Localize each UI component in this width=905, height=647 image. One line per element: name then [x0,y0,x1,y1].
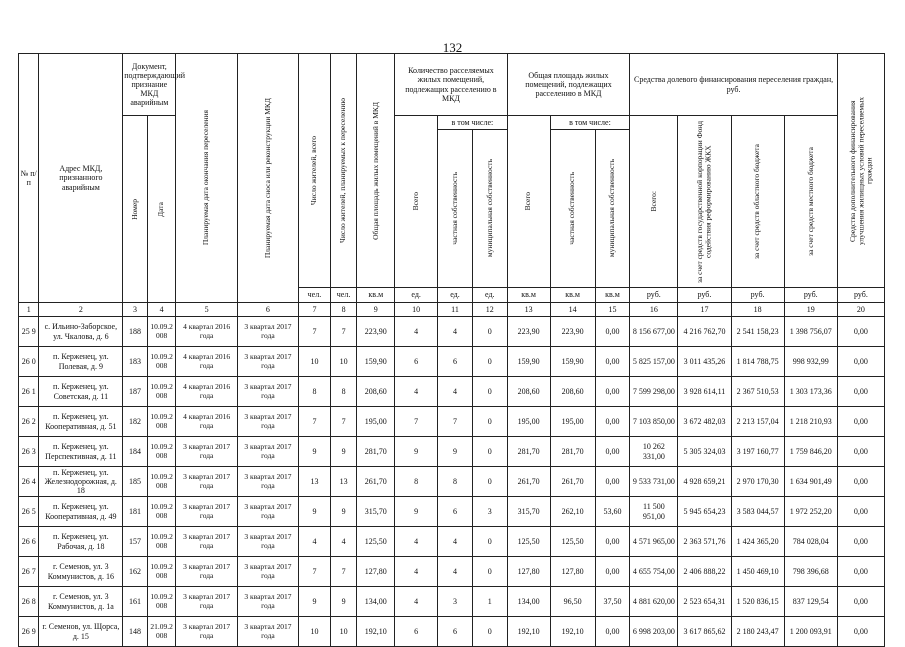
column-number-cell: 19 [784,303,837,317]
unit-cell: руб. [731,288,784,303]
cell-c14: 96,50 [550,587,595,617]
cell-c9: 315,70 [357,497,395,527]
cell-c19: 1 200 093,91 [784,617,837,647]
cell-c14: 262,10 [550,497,595,527]
cell-date: 10.09.2 008 [147,587,176,617]
cell-c20: 0,00 [837,467,884,497]
table-row [19,467,885,497]
cell-c15: 37,50 [595,587,630,617]
cell-c16: 5 825 157,00 [630,347,678,377]
cell-c13: 134,00 [507,587,550,617]
cell-c18: 3 197 160,77 [731,437,784,467]
cell-date: 21.09.2 008 [147,617,176,647]
cell-num: 188 [123,317,148,347]
cell-c18: 2 367 510,53 [731,377,784,407]
cell-c17: 3 928 614,11 [678,377,731,407]
header-no: № п/п [19,54,39,303]
cell-demo: 3 квартал 2017 года [237,527,298,557]
cell-c7: 7 [299,557,331,587]
cell-c11: 3 [438,587,473,617]
cell-c8: 7 [330,557,357,587]
cell-c12: 0 [472,557,507,587]
cell-c7: 9 [299,587,331,617]
cell-end: 3 квартал 2017 года [176,527,237,557]
cell-c7: 8 [299,377,331,407]
cell-c11: 6 [438,617,473,647]
cell-c17: 2 523 654,31 [678,587,731,617]
header-fund: за счет средств государственной корпорации Фонд содействия реформированию ЖКХ [678,116,731,288]
header-rooms-in-that: в том числе: [438,116,508,130]
cell-c11: 6 [438,497,473,527]
table-row [19,557,885,587]
cell-c19: 837 129,54 [784,587,837,617]
cell-c19: 1 218 210,93 [784,407,837,437]
cell-num: 182 [123,407,148,437]
cell-c16: 4 881 620,00 [630,587,678,617]
cell-c11: 7 [438,407,473,437]
cell-c7: 9 [299,497,331,527]
cell-c10: 4 [395,557,438,587]
cell-c9: 134,00 [357,587,395,617]
column-number-cell: 14 [550,303,595,317]
table-row [19,527,885,557]
cell-c17: 2 363 571,76 [678,527,731,557]
cell-c9: 281,70 [357,437,395,467]
cell-c9: 192,10 [357,617,395,647]
cell-c8: 9 [330,497,357,527]
cell-date: 10.09.2 008 [147,527,176,557]
cell-c18: 1 424 365,20 [731,527,784,557]
cell-c18: 2 970 170,30 [731,467,784,497]
cell-c15: 0,00 [595,407,630,437]
cell-c12: 1 [472,587,507,617]
header-doc-number: Номер [123,116,148,303]
cell-c12: 0 [472,527,507,557]
cell-c16: 9 533 731,00 [630,467,678,497]
unit-cell: руб. [837,288,884,303]
cell-no: 26 8 [19,587,39,617]
cell-c11: 6 [438,347,473,377]
header-local: за счет средств местного бюджета [784,116,837,288]
cell-c17: 3 011 435,26 [678,347,731,377]
cell-c13: 281,70 [507,437,550,467]
cell-c19: 1 303 173,36 [784,377,837,407]
column-number-cell: 13 [507,303,550,317]
cell-c12: 3 [472,497,507,527]
column-number-cell: 17 [678,303,731,317]
cell-c19: 1 634 901,49 [784,467,837,497]
cell-c8: 9 [330,587,357,617]
cell-no: 25 9 [19,317,39,347]
cell-c15: 0,00 [595,617,630,647]
cell-end: 3 квартал 2017 года [176,467,237,497]
column-number-cell: 20 [837,303,884,317]
header-finance-total: Всего: [630,116,678,288]
cell-demo: 3 квартал 2017 года [237,467,298,497]
column-number-cell: 4 [147,303,176,317]
cell-c13: 192,10 [507,617,550,647]
cell-c20: 0,00 [837,527,884,557]
cell-c11: 4 [438,317,473,347]
cell-addr: г. Семенов, ул. 3 Коммунистов, д. 1а [39,587,123,617]
cell-c16: 8 156 677,00 [630,317,678,347]
cell-c10: 6 [395,347,438,377]
cell-c15: 0,00 [595,437,630,467]
cell-demo: 3 квартал 2017 года [237,557,298,587]
cell-c15: 0,00 [595,467,630,497]
cell-c20: 0,00 [837,407,884,437]
cell-addr: с. Ильино-Заборское, ул. Чкалова, д. 6 [39,317,123,347]
cell-c10: 4 [395,587,438,617]
cell-demo: 3 квартал 2017 года [237,497,298,527]
cell-c20: 0,00 [837,497,884,527]
header-address: Адрес МКД, признанного аварийным [39,54,123,303]
cell-demo: 3 квартал 2017 года [237,347,298,377]
cell-c11: 8 [438,467,473,497]
cell-c8: 13 [330,467,357,497]
table-row [19,317,885,347]
cell-c10: 4 [395,317,438,347]
cell-addr: г. Семенов, ул. Щорса, д. 15 [39,617,123,647]
cell-c7: 10 [299,347,331,377]
unit-cell: кв.м [357,288,395,303]
cell-c19: 798 396,68 [784,557,837,587]
column-number-cell: 5 [176,303,237,317]
unit-cell: руб. [630,288,678,303]
cell-no: 26 9 [19,617,39,647]
header-rooms-municipal: муниципальная собственность [472,130,507,288]
cell-c13: 261,70 [507,467,550,497]
cell-c11: 4 [438,527,473,557]
unit-cell: кв.м [550,288,595,303]
header-finance-group: Средства долевого финансирования переселения граждан, руб. [630,54,838,116]
header-area-total: Всего [507,116,550,288]
cell-end: 4 квартал 2016 года [176,347,237,377]
cell-c15: 0,00 [595,347,630,377]
cell-end: 4 квартал 2016 года [176,377,237,407]
cell-c20: 0,00 [837,437,884,467]
cell-c17: 4 928 659,21 [678,467,731,497]
cell-c7: 7 [299,317,331,347]
cell-end: 3 квартал 2017 года [176,557,237,587]
cell-c16: 7 103 850,00 [630,407,678,437]
cell-c8: 4 [330,527,357,557]
cell-c15: 53,60 [595,497,630,527]
cell-c18: 2 213 157,04 [731,407,784,437]
cell-c9: 127,80 [357,557,395,587]
column-number-cell: 6 [237,303,298,317]
cell-c12: 0 [472,437,507,467]
cell-demo: 3 квартал 2017 года [237,407,298,437]
cell-num: 157 [123,527,148,557]
cell-demo: 3 квартал 2017 года [237,377,298,407]
header-rooms-group: Количество расселяемых жилых помещений, подлежащих расселению в МКД [395,54,507,116]
cell-c7: 4 [299,527,331,557]
cell-num: 183 [123,347,148,377]
cell-no: 26 2 [19,407,39,437]
column-number-cell: 2 [39,303,123,317]
header-residents-planned: Число жителей, планируемых к переселению [330,54,357,288]
cell-c9: 159,90 [357,347,395,377]
cell-c10: 9 [395,497,438,527]
unit-cell: руб. [784,288,837,303]
column-number-cell: 10 [395,303,438,317]
cell-c18: 1 814 788,75 [731,347,784,377]
column-number-cell: 9 [357,303,395,317]
cell-no: 26 7 [19,557,39,587]
cell-c9: 223,90 [357,317,395,347]
resettlement-table [18,53,885,647]
unit-cell: руб. [678,288,731,303]
column-number-cell: 12 [472,303,507,317]
cell-c14: 223,90 [550,317,595,347]
header-doc-date: Дата [147,116,176,303]
cell-c15: 0,00 [595,317,630,347]
cell-c13: 208,60 [507,377,550,407]
cell-c20: 0,00 [837,557,884,587]
table-row [19,407,885,437]
cell-c8: 8 [330,377,357,407]
page-number: 132 [442,40,463,55]
cell-c14: 261,70 [550,467,595,497]
cell-c16: 6 998 203,00 [630,617,678,647]
cell-end: 4 квартал 2016 года [176,317,237,347]
cell-c7: 13 [299,467,331,497]
cell-c13: 125,50 [507,527,550,557]
cell-demo: 3 квартал 2017 года [237,587,298,617]
cell-c18: 1 450 469,10 [731,557,784,587]
cell-c13: 223,90 [507,317,550,347]
cell-c15: 0,00 [595,557,630,587]
cell-c13: 159,90 [507,347,550,377]
cell-c17: 5 305 324,03 [678,437,731,467]
cell-addr: п. Керженец, ул. Полевая, д. 9 [39,347,123,377]
table-row [19,587,885,617]
column-number-cell: 1 [19,303,39,317]
cell-c15: 0,00 [595,527,630,557]
cell-c14: 127,80 [550,557,595,587]
cell-c12: 0 [472,617,507,647]
cell-c14: 208,60 [550,377,595,407]
cell-no: 26 5 [19,497,39,527]
unit-cell: ед. [395,288,438,303]
cell-c10: 4 [395,377,438,407]
cell-date: 10.09.2 008 [147,557,176,587]
cell-c14: 159,90 [550,347,595,377]
cell-c14: 195,00 [550,407,595,437]
cell-c16: 4 655 754,00 [630,557,678,587]
cell-c20: 0,00 [837,317,884,347]
header-document: Документ, подтверждающий признание МКД аварийным [123,54,176,116]
cell-c14: 125,50 [550,527,595,557]
cell-c17: 3 617 865,62 [678,617,731,647]
cell-c7: 10 [299,617,331,647]
cell-date: 10.09.2 008 [147,497,176,527]
cell-c14: 281,70 [550,437,595,467]
cell-c14: 192,10 [550,617,595,647]
cell-addr: г. Семенов, ул. 3 Коммунистов, д. 16 [39,557,123,587]
table-row [19,497,885,527]
header-area-municipal: муниципальная собственность [595,130,630,288]
cell-demo: 3 квартал 2017 года [237,437,298,467]
unit-cell: ед. [438,288,473,303]
cell-c18: 2 541 158,23 [731,317,784,347]
cell-c11: 9 [438,437,473,467]
cell-num: 162 [123,557,148,587]
cell-date: 10.09.2 008 [147,467,176,497]
cell-no: 26 3 [19,437,39,467]
cell-addr: п. Керженец, ул. Кооперативная, д. 51 [39,407,123,437]
cell-c8: 7 [330,317,357,347]
cell-c11: 4 [438,557,473,587]
cell-c16: 4 571 965,00 [630,527,678,557]
cell-c16: 11 500 951,00 [630,497,678,527]
cell-end: 4 квартал 2016 года [176,407,237,437]
table-row [19,377,885,407]
cell-c20: 0,00 [837,347,884,377]
unit-cell: чел. [330,288,357,303]
cell-no: 26 1 [19,377,39,407]
table-row [19,437,885,467]
cell-c11: 4 [438,377,473,407]
cell-c10: 7 [395,407,438,437]
cell-c9: 125,50 [357,527,395,557]
cell-c19: 1 972 252,20 [784,497,837,527]
cell-c12: 0 [472,317,507,347]
cell-c18: 3 583 044,57 [731,497,784,527]
header-rooms-total: Всего [395,116,438,288]
cell-c19: 998 932,99 [784,347,837,377]
column-number-cell: 18 [731,303,784,317]
cell-c15: 0,00 [595,377,630,407]
cell-date: 10.09.2 008 [147,317,176,347]
cell-no: 26 0 [19,347,39,377]
cell-c10: 4 [395,527,438,557]
cell-c17: 5 945 654,23 [678,497,731,527]
cell-end: 3 квартал 2017 года [176,617,237,647]
column-number-cell: 8 [330,303,357,317]
cell-c18: 1 520 836,15 [731,587,784,617]
cell-c13: 195,00 [507,407,550,437]
cell-c17: 4 216 762,70 [678,317,731,347]
table-body [19,317,885,647]
cell-addr: п. Керженец, ул. Перспективная, д. 11 [39,437,123,467]
cell-no: 26 4 [19,467,39,497]
header-area-group: Общая площадь жилых помещений, подлежащих расселению в МКД [507,54,630,116]
unit-cell: кв.м [507,288,550,303]
cell-c18: 2 180 243,47 [731,617,784,647]
cell-c12: 0 [472,467,507,497]
column-number-cell: 15 [595,303,630,317]
cell-c8: 7 [330,407,357,437]
cell-num: 148 [123,617,148,647]
cell-addr: п. Керженец, ул. Кооперативная, д. 49 [39,497,123,527]
cell-c8: 10 [330,617,357,647]
cell-num: 161 [123,587,148,617]
cell-c16: 7 599 298,00 [630,377,678,407]
cell-date: 10.09.2 008 [147,347,176,377]
cell-num: 181 [123,497,148,527]
cell-c13: 127,80 [507,557,550,587]
cell-c13: 315,70 [507,497,550,527]
cell-c20: 0,00 [837,617,884,647]
header-residents-total: Число жителей, всего [299,54,331,288]
table-header [19,54,885,317]
cell-c12: 0 [472,347,507,377]
cell-c16: 10 262 331,00 [630,437,678,467]
header-planned-end: Планируемая дата окончания переселения [176,54,237,303]
cell-date: 10.09.2 008 [147,377,176,407]
cell-c8: 9 [330,437,357,467]
cell-c17: 3 672 482,03 [678,407,731,437]
cell-demo: 3 квартал 2017 года [237,617,298,647]
cell-c10: 8 [395,467,438,497]
cell-c7: 7 [299,407,331,437]
table-row [19,347,885,377]
cell-c12: 0 [472,377,507,407]
header-area-private: частная собственность [550,130,595,288]
cell-c17: 2 406 888,22 [678,557,731,587]
cell-date: 10.09.2 008 [147,437,176,467]
header-regional: за счет средств областного бюджета [731,116,784,288]
unit-cell: ед. [472,288,507,303]
cell-c19: 1 759 846,20 [784,437,837,467]
cell-c9: 195,00 [357,407,395,437]
header-planned-demolition: Планируемая дата сноса или реконструкции МКД [237,54,298,303]
column-number-cell: 16 [630,303,678,317]
cell-end: 3 квартал 2017 года [176,437,237,467]
cell-addr: п. Керженец, ул. Железнодорожная, д. 18 [39,467,123,497]
cell-c9: 261,70 [357,467,395,497]
cell-num: 187 [123,377,148,407]
cell-c19: 784 028,04 [784,527,837,557]
cell-addr: п. Керженец, ул. Советская, д. 11 [39,377,123,407]
cell-addr: п. Керженец, ул. Рабочая, д. 18 [39,527,123,557]
unit-cell: чел. [299,288,331,303]
cell-num: 184 [123,437,148,467]
header-additional: Средства дополнительного финансирования улучшения жилищных условий переселяемых граждан [837,54,884,288]
cell-c20: 0,00 [837,587,884,617]
cell-c12: 0 [472,407,507,437]
cell-c19: 1 398 756,07 [784,317,837,347]
column-numbers-row [19,303,885,317]
table-row [19,617,885,647]
cell-demo: 3 квартал 2017 года [237,317,298,347]
column-number-cell: 7 [299,303,331,317]
cell-c8: 10 [330,347,357,377]
header-living-area: Общая площадь жилых помещений в МКД [357,54,395,288]
cell-c20: 0,00 [837,377,884,407]
cell-num: 185 [123,467,148,497]
unit-cell: кв.м [595,288,630,303]
cell-c7: 9 [299,437,331,467]
cell-c10: 9 [395,437,438,467]
cell-end: 3 квартал 2017 года [176,587,237,617]
cell-end: 3 квартал 2017 года [176,497,237,527]
header-area-in-that: в том числе: [550,116,630,130]
cell-c10: 6 [395,617,438,647]
cell-date: 10.09.2 008 [147,407,176,437]
column-number-cell: 3 [123,303,148,317]
cell-c9: 208,60 [357,377,395,407]
column-number-cell: 11 [438,303,473,317]
header-rooms-private: частная собственность [438,130,473,288]
cell-no: 26 6 [19,527,39,557]
